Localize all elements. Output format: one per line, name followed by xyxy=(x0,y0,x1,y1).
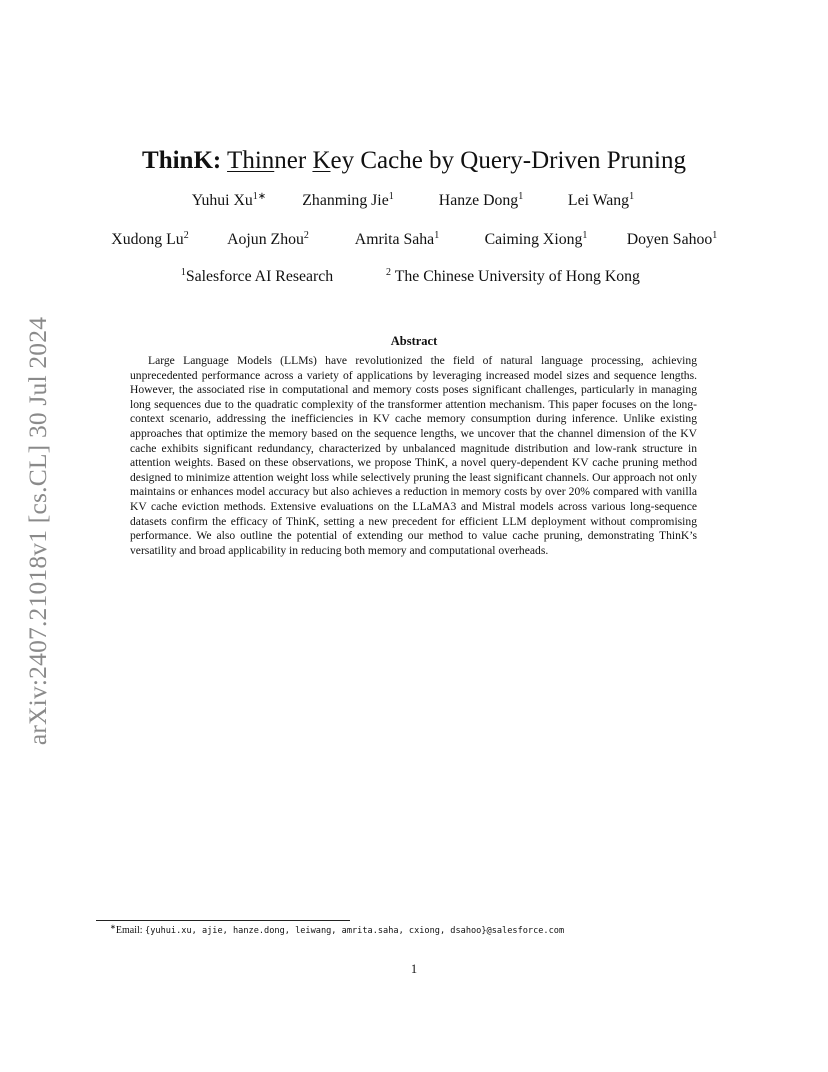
affiliation: $^1$Salesforce AI Research xyxy=(180,267,334,285)
abstract-heading: Abstract xyxy=(390,334,438,348)
arxiv-identifier-stamp xyxy=(20,302,56,760)
author: Amrita Saha$^1$ xyxy=(354,230,440,248)
author: Hanze Dong$^1$ xyxy=(438,191,524,209)
affiliation: $^2$ The Chinese University of Hong Kong xyxy=(386,267,640,285)
title-rest: ey Cache by Query-Driven Pruning xyxy=(330,147,686,174)
footnote-email: ∗Email: {yuhui.xu, ajie, hanze.dong, leiwang, amrita.saha, cxiong, dsahoo}@salesforce.com xyxy=(110,923,565,936)
footnote-divider xyxy=(96,920,350,921)
title-key-k-underlined: K xyxy=(312,147,331,174)
author: Lei Wang$^1$ xyxy=(567,191,635,209)
abstract-text: Large Language Models (LLMs) have revolutionized the field of natural language processing, achieving unprecedented performance across a variety of applications by leveraging increased model sizes and sequence lengths. However, the associated rise in computational and memory costs poses significant challenges, particularly in managing long sequences due to the quadratic complexity of the transformer attention mechanism. This paper focuses on the long-context scenario, addressing the inefficiencies in KV cache memory consumption during inference. Unlike existing approaches that optimize the memory based on the sequence lengths, we uncover that the channel dimension of the KV cache exhibits significant redundancy, characterized by unbalanced magnitude distribution and low-rank structure in attention weights. Based on these observations, we propose ThinK, a novel query-dependent KV cache pruning method designed to minimize attention weight loss while selectively pruning the least significant channels. Our approach not only maintains or enhances model accuracy but also achieves a reduction in memory costs by over 20% compared with vanilla KV cache eviction methods. Extensive evaluations on the LLaMA3 and Mistral models across various long-sequence datasets confirm the efficacy of ThinK, setting a new precedent for efficient LLM deployment without compromising performance. We also outline the potential of extending our method to value cache pruning, demonstrating ThinK’s versatility and broad applicability in reducing both memory and computational overheads. xyxy=(130,354,697,557)
page-number: 1 xyxy=(410,962,418,976)
title-thin-underlined: Thin xyxy=(227,147,275,174)
title-bold-prefix: ThinK: xyxy=(142,147,222,174)
author: Yuhui $Xu^{1∗}$ xyxy=(191,191,267,209)
author: Zhanming Jie$^1$ xyxy=(302,191,394,209)
paper-title xyxy=(0,145,828,177)
arxiv-identifier-text: arXiv:2407.21018v1 [cs.CL] 30 Jul 2024 xyxy=(23,316,53,746)
author: Xudong Lu$^2$ xyxy=(111,230,189,248)
author: Caiming Xiong$^1$ xyxy=(484,230,588,248)
author: Doyen Sahoo$^1$ xyxy=(626,230,718,248)
title-ner: ner xyxy=(274,147,313,174)
affiliations xyxy=(0,268,828,288)
author: Aojun Zhou$^2$ xyxy=(227,230,309,248)
